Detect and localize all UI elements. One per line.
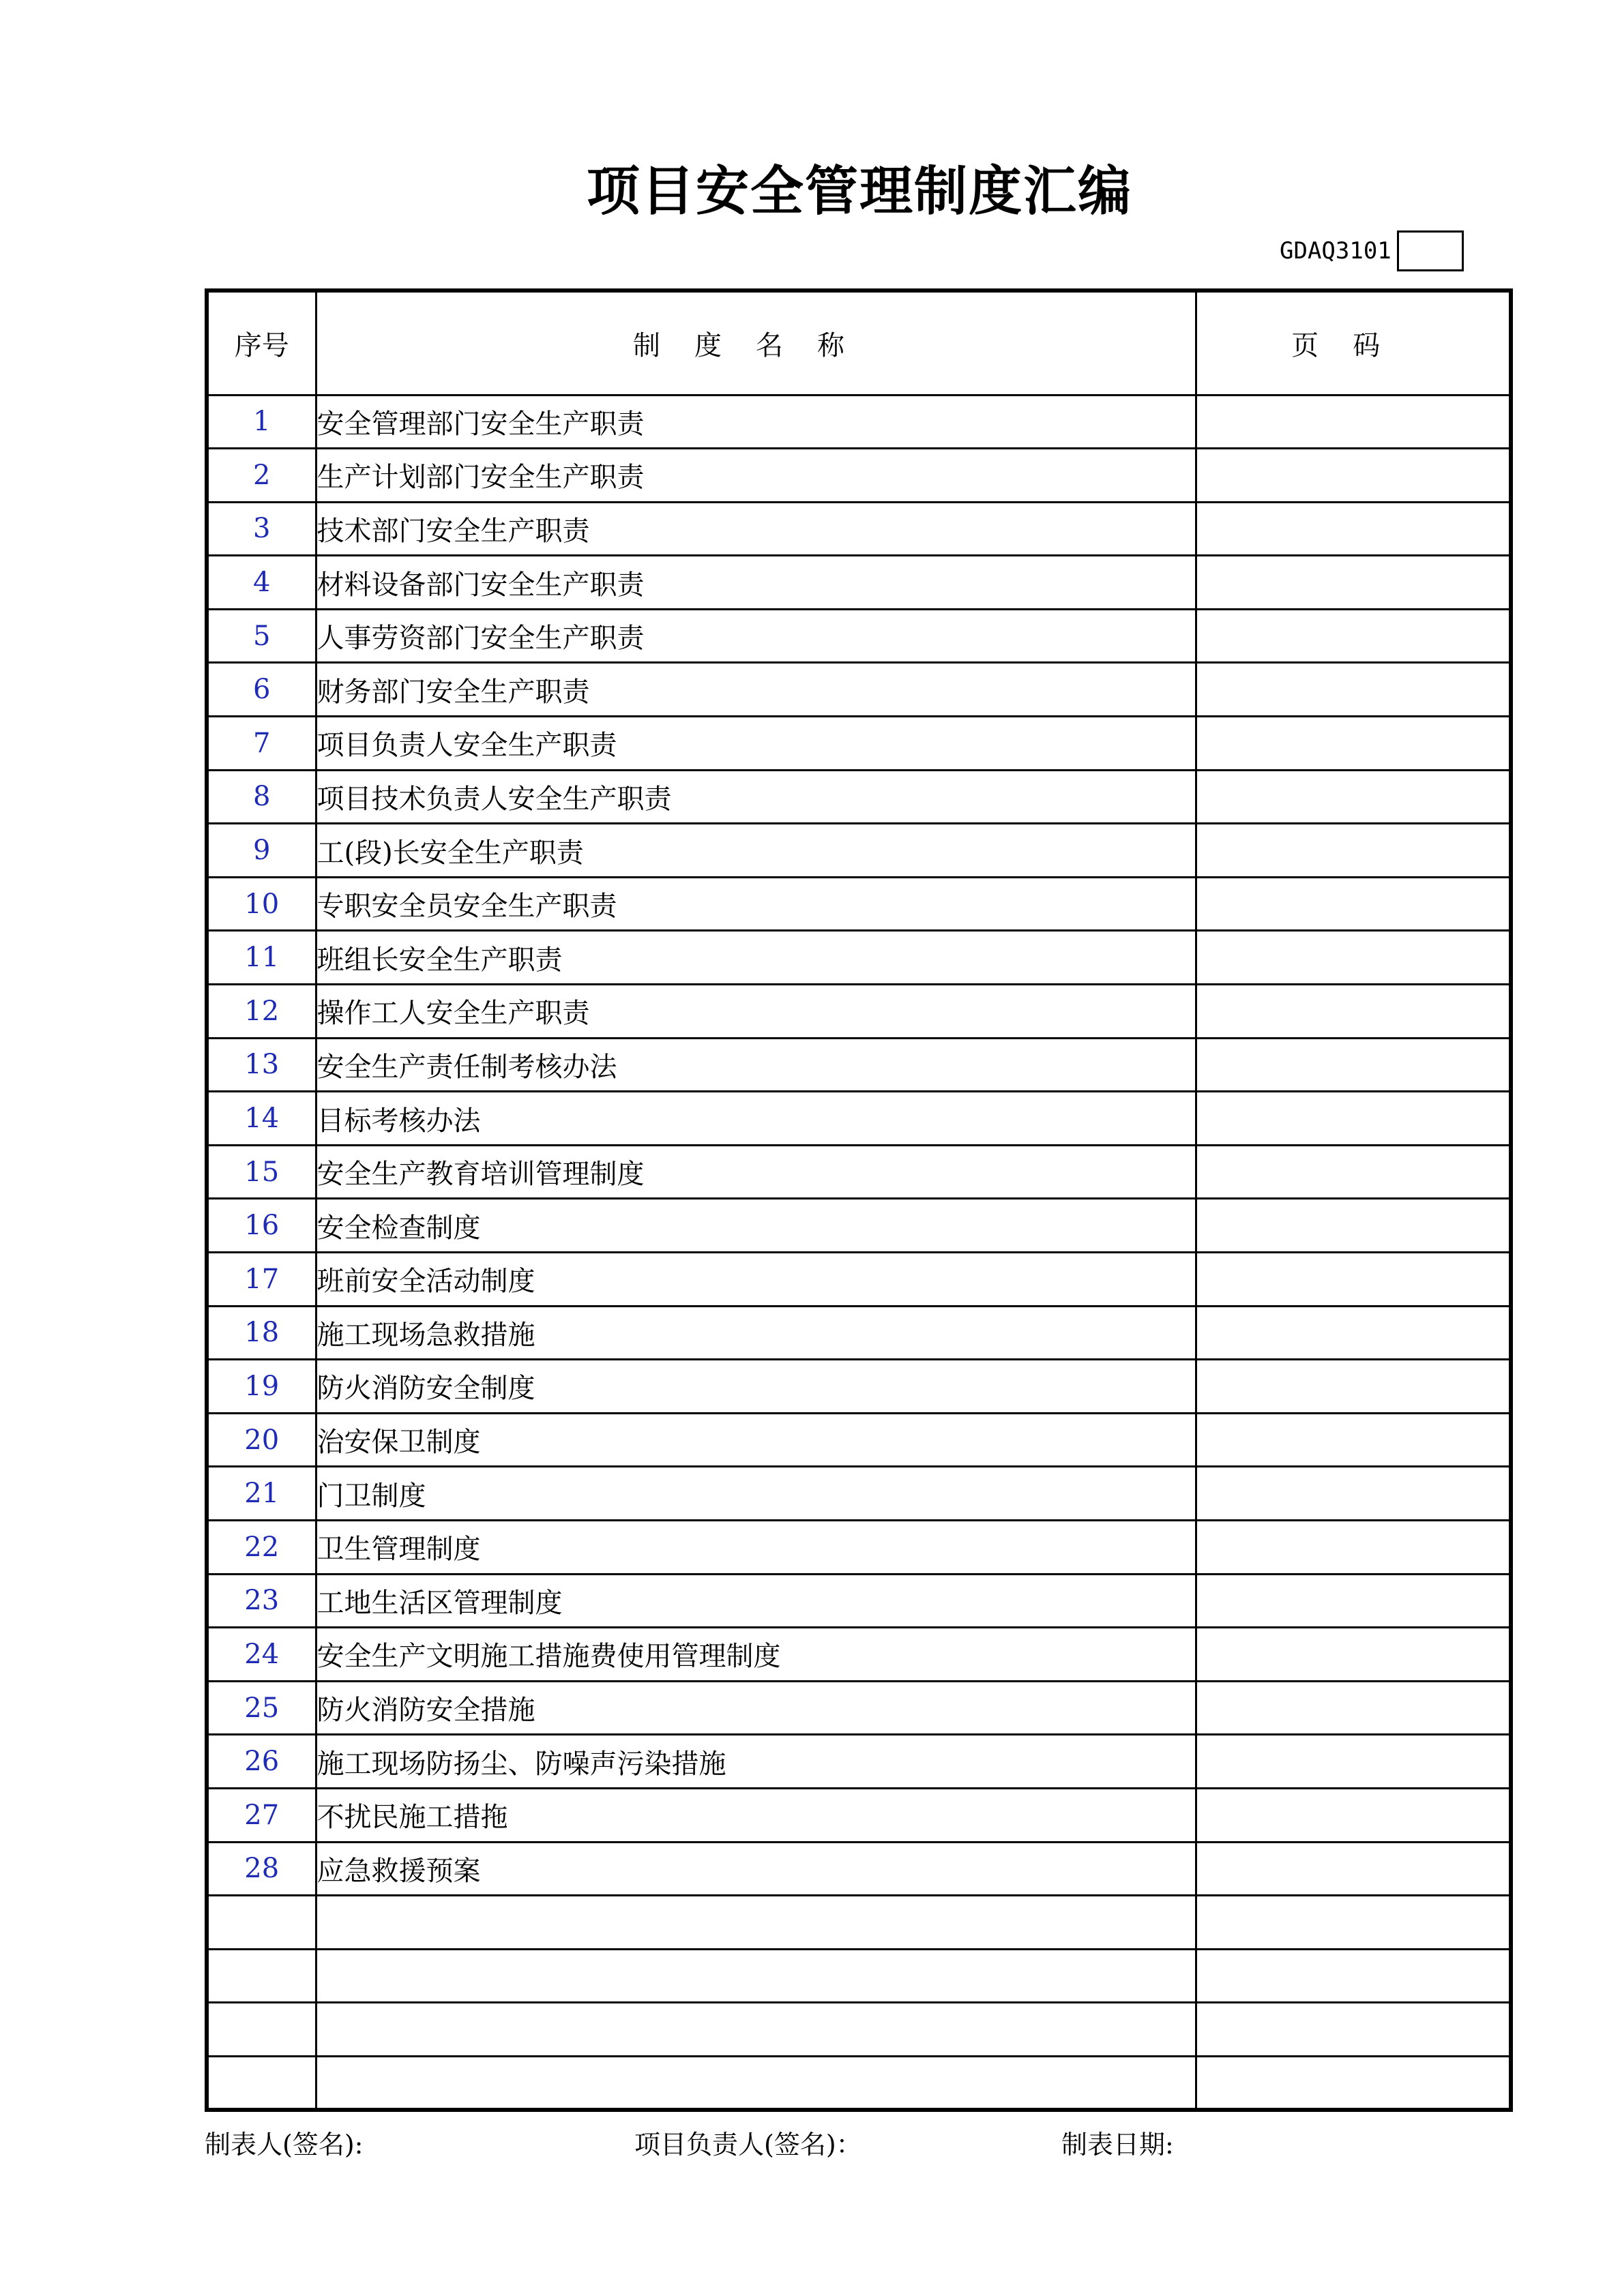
row-seq [207,2056,316,2110]
row-name [316,1896,1196,1950]
row-name: 不扰民施工措拖 [316,1788,1196,1842]
form-code: GDAQ3101 [1280,237,1391,265]
row-page[interactable] [1196,1574,1511,1628]
row-seq [207,2003,316,2057]
row-page[interactable] [1196,1520,1511,1574]
row-seq: 7 [207,717,316,771]
row-seq: 23 [207,1574,316,1628]
row-seq: 18 [207,1306,316,1360]
row-name: 材料设备部门安全生产职责 [316,556,1196,610]
maker-signature-label: 制表人(签名): [205,2130,364,2160]
row-page[interactable] [1196,449,1511,503]
row-seq: 1 [207,395,316,449]
row-page[interactable] [1196,2003,1511,2057]
row-seq: 17 [207,1253,316,1307]
row-seq: 8 [207,770,316,824]
document-title: 项目安全管理制度汇编 [586,161,1132,222]
table-row [207,985,1511,1039]
row-page[interactable] [1196,1413,1511,1467]
row-name: 班组长安全生产职责 [316,931,1196,985]
row-name [316,1949,1196,2003]
table-row [207,1199,1511,1253]
row-name: 门卫制度 [316,1467,1196,1521]
row-seq: 11 [207,931,316,985]
table-row [207,1413,1511,1467]
row-seq: 26 [207,1735,316,1789]
row-name: 项目技术负责人安全生产职责 [316,770,1196,824]
row-seq: 21 [207,1467,316,1521]
row-page[interactable] [1196,717,1511,771]
table-body [207,395,1511,2110]
table-row [207,556,1511,610]
table-row [207,1092,1511,1146]
row-page[interactable] [1196,1896,1511,1950]
row-name: 项目负责人安全生产职责 [316,717,1196,771]
table-row [207,1788,1511,1842]
row-name [316,2056,1196,2110]
row-page[interactable] [1196,824,1511,878]
table-row [207,2056,1511,2110]
table-row [207,1896,1511,1950]
row-name: 人事劳资部门安全生产职责 [316,609,1196,663]
form-code-box[interactable] [1397,230,1464,271]
row-page[interactable] [1196,1628,1511,1682]
row-name: 技术部门安全生产职责 [316,502,1196,556]
row-page[interactable] [1196,1253,1511,1307]
row-seq: 28 [207,1842,316,1896]
row-page[interactable] [1196,502,1511,556]
table-row [207,609,1511,663]
row-seq: 16 [207,1199,316,1253]
signature-footer [0,2123,1620,2164]
header-name: 制度名称 [316,290,1196,395]
row-page[interactable] [1196,985,1511,1039]
header-seq: 序号 [207,290,316,395]
table-row [207,395,1511,449]
row-name: 施工现场急救措施 [316,1306,1196,1360]
row-name: 防火消防安全措施 [316,1681,1196,1735]
row-name: 应急救援预案 [316,1842,1196,1896]
row-seq: 3 [207,502,316,556]
table-row [207,1520,1511,1574]
row-seq: 6 [207,663,316,717]
row-page[interactable] [1196,770,1511,824]
table-row [207,1681,1511,1735]
row-name: 安全生产责任制考核办法 [316,1038,1196,1092]
table-row [207,1628,1511,1682]
row-page[interactable] [1196,1788,1511,1842]
table-row [207,824,1511,878]
row-name: 防火消防安全制度 [316,1360,1196,1414]
row-seq [207,1896,316,1950]
row-page[interactable] [1196,1145,1511,1199]
row-page[interactable] [1196,1360,1511,1414]
row-page[interactable] [1196,1467,1511,1521]
row-name: 安全生产文明施工措施费使用管理制度 [316,1628,1196,1682]
row-page[interactable] [1196,931,1511,985]
row-page[interactable] [1196,663,1511,717]
row-seq: 13 [207,1038,316,1092]
row-seq: 14 [207,1092,316,1146]
row-page[interactable] [1196,2056,1511,2110]
table-row [207,1574,1511,1628]
row-seq: 2 [207,449,316,503]
regulation-table [205,288,1513,2112]
table-row [207,717,1511,771]
manager-signature-label: 项目负责人(签名)： [634,2130,862,2160]
row-name: 安全管理部门安全生产职责 [316,395,1196,449]
row-page[interactable] [1196,877,1511,931]
row-page[interactable] [1196,1306,1511,1360]
table-row [207,1360,1511,1414]
row-name: 安全生产教育培训管理制度 [316,1145,1196,1199]
row-name: 施工现场防扬尘、防噪声污染措施 [316,1735,1196,1789]
row-page[interactable] [1196,1092,1511,1146]
row-page[interactable] [1196,1735,1511,1789]
table-header-row [207,290,1511,395]
table-row [207,1145,1511,1199]
row-page[interactable] [1196,1681,1511,1735]
table-row [207,663,1511,717]
row-seq [207,1949,316,2003]
row-seq: 9 [207,824,316,878]
row-name: 工地生活区管理制度 [316,1574,1196,1628]
row-seq: 19 [207,1360,316,1414]
row-name: 工(段)长安全生产职责 [316,824,1196,878]
table-row [207,1467,1511,1521]
table-row [207,1253,1511,1307]
row-name [316,2003,1196,2057]
row-page[interactable] [1196,609,1511,663]
row-name: 财务部门安全生产职责 [316,663,1196,717]
row-name: 治安保卫制度 [316,1413,1196,1467]
row-name: 操作工人安全生产职责 [316,985,1196,1039]
row-page[interactable] [1196,1199,1511,1253]
row-page[interactable] [1196,1842,1511,1896]
date-label: 制表日期: [1061,2130,1174,2160]
header-page: 页码 [1196,290,1511,395]
row-seq: 12 [207,985,316,1039]
table-row [207,1842,1511,1896]
row-name: 生产计划部门安全生产职责 [316,449,1196,503]
row-seq: 5 [207,609,316,663]
table-row [207,449,1511,503]
row-seq: 24 [207,1628,316,1682]
row-seq: 25 [207,1681,316,1735]
row-name: 班前安全活动制度 [316,1253,1196,1307]
row-name: 安全检查制度 [316,1199,1196,1253]
table-row [207,931,1511,985]
row-seq: 27 [207,1788,316,1842]
table-row [207,1306,1511,1360]
table-row [207,1038,1511,1092]
table-row [207,877,1511,931]
table-row [207,1735,1511,1789]
form-code-area [1280,228,1464,273]
row-seq: 22 [207,1520,316,1574]
row-name: 专职安全员安全生产职责 [316,877,1196,931]
row-page[interactable] [1196,1038,1511,1092]
table-row [207,1949,1511,2003]
row-seq: 10 [207,877,316,931]
row-page[interactable] [1196,395,1511,449]
row-name: 目标考核办法 [316,1092,1196,1146]
row-page[interactable] [1196,556,1511,610]
row-seq: 4 [207,556,316,610]
table-row [207,2003,1511,2057]
table-row [207,502,1511,556]
row-page[interactable] [1196,1949,1511,2003]
table-row [207,770,1511,824]
row-seq: 20 [207,1413,316,1467]
row-seq: 15 [207,1145,316,1199]
row-name: 卫生管理制度 [316,1520,1196,1574]
